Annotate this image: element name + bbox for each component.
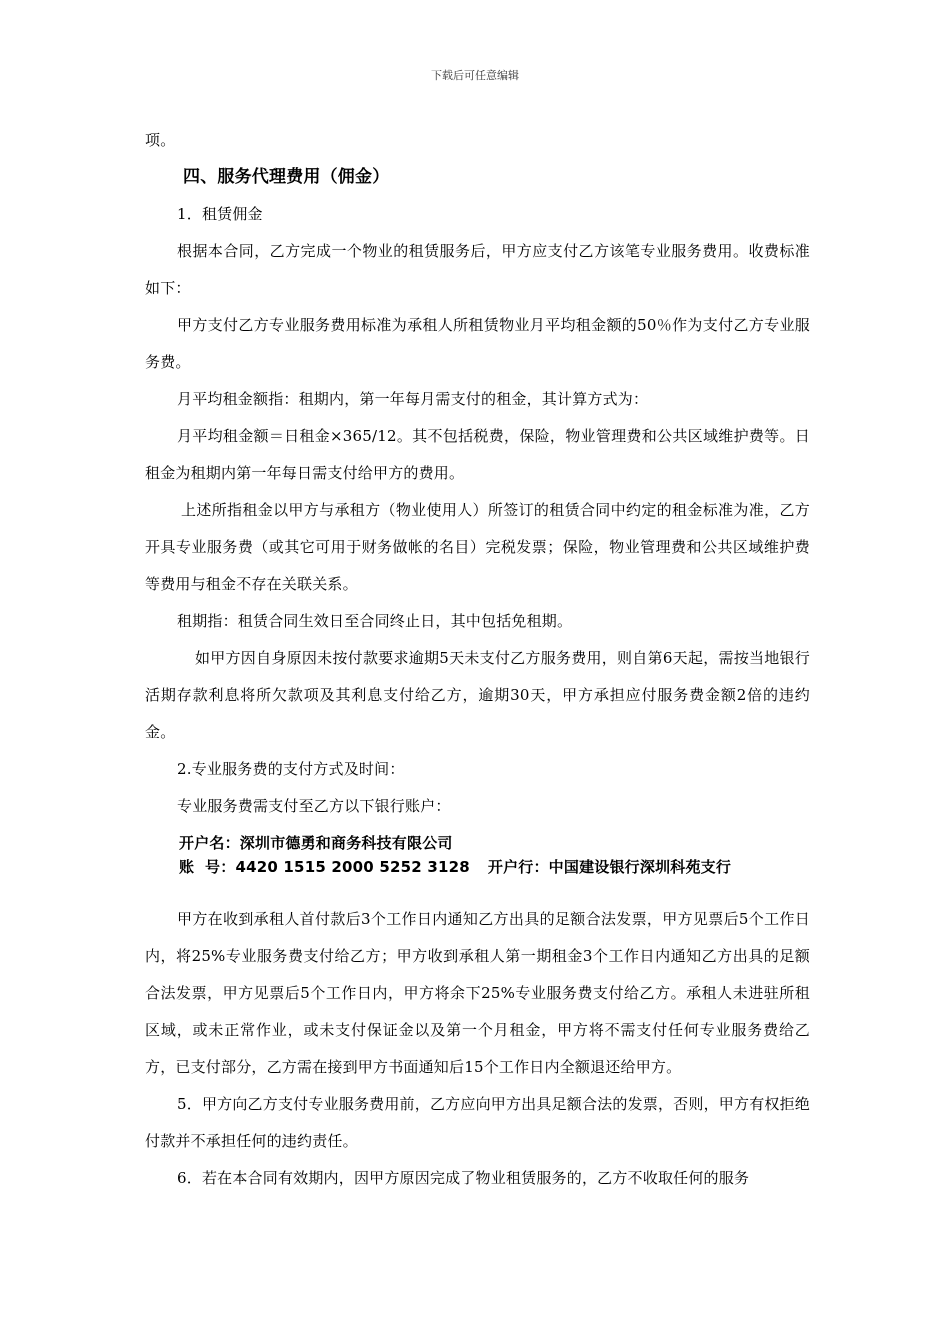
bank-account-number: 账 号：4420 1515 2000 5252 3128 xyxy=(179,858,470,876)
paragraph: 月平均租金额指：租期内，第一年每月需支付的租金，其计算方式为： xyxy=(177,390,649,408)
paragraph: 租期指：租赁合同生效日至合同终止日，其中包括免租期。 xyxy=(177,612,573,630)
section-heading: 四、服务代理费用（佣金） xyxy=(183,167,390,187)
paragraph: 如甲方因自身原因未按付款要求逾期5天未支付乙方服务费用，则自第6天起，需按当地银行活期存款利息将所欠款项及其利息支付给乙方，逾期30天，甲方承担应付服务费金额2倍的违约金。 xyxy=(145,649,810,741)
paragraph: 6．若在本合同有效期内，因甲方原因完成了物业租赁服务的，乙方不收取任何的服务 xyxy=(177,1169,750,1187)
bank-branch: 开户行：中国建设银行深圳科苑支行 xyxy=(487,858,732,876)
bank-account-name: 开户名：深圳市德勇和商务科技有限公司 xyxy=(179,834,453,852)
subsection-title: 1．租赁佣金 xyxy=(177,205,263,223)
paragraph: 根据本合同，乙方完成一个物业的租赁服务后，甲方应支付乙方该笔专业服务费用。收费标准如下： xyxy=(145,242,810,297)
document-body xyxy=(145,122,810,1197)
subsection-title: 2.专业服务费的支付方式及时间： xyxy=(177,760,405,778)
paragraph: 甲方支付乙方专业服务费用标准为承租人所租赁物业月平均租金额的50％作为支付乙方专业服务费。 xyxy=(145,316,810,371)
continued-text: 项。 xyxy=(145,131,176,149)
paragraph: 5．甲方向乙方支付专业服务费用前，乙方应向甲方出具足额合法的发票，否则，甲方有权拒绝付款并不承担任何的违约责任。 xyxy=(145,1095,810,1150)
paragraph: 月平均租金额＝日租金×365/12。其不包括税费，保险，物业管理费和公共区域维护费等。日租金为租期内第一年每日需支付给甲方的费用。 xyxy=(145,427,810,482)
paragraph: 专业服务费需支付至乙方以下银行账户： xyxy=(177,797,451,815)
page-header: 下载后可任意编辑 xyxy=(431,69,519,82)
paragraph: 甲方在收到承租人首付款后3个工作日内通知乙方出具的足额合法发票，甲方见票后5个工作日内，将25%专业服务费支付给乙方；甲方收到承租人第一期租金3个工作日内通知乙方出具的足额合法发票，甲方见票后5个工作日内，甲方将余下25%专业服务费支付给乙方。承租人未进驻所租区域，或未正常作业，或未支付保证金以及第一个月租金，甲方将不需支付任何专业服务费给乙方，已支付部分，乙方需在接到甲方书面通知后15个工作日内全额退还给甲方。 xyxy=(145,910,810,1076)
paragraph: 上述所指租金以甲方与承租方（物业使用人）所签订的租赁合同中约定的租金标准为准，乙方开具专业服务费（或其它可用于财务做帐的名目）完税发票；保险，物业管理费和公共区域维护费等费用与租金不存在关联关系。 xyxy=(145,501,810,593)
bank-account-info xyxy=(145,831,810,879)
